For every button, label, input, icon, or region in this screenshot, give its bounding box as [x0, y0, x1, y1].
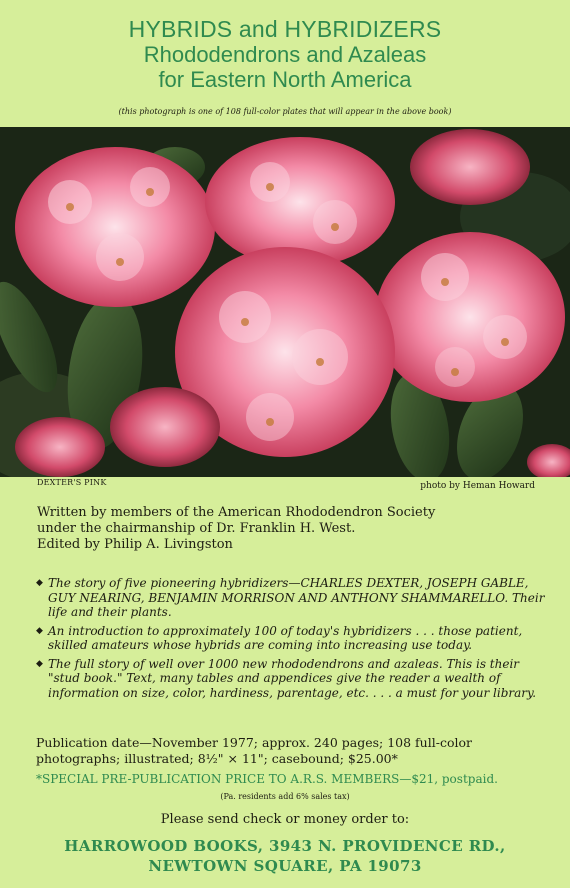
feature-list: [36, 576, 546, 704]
list-item-text: An introduction to approximately 100 of today's hybridizers . . . those patient, skilled amateurs whose hybrids are coming into increasing use today.: [48, 623, 523, 652]
intro-line: Written by members of the American Rhododendron Society: [37, 505, 436, 520]
photo-caption: DEXTER'S PINK: [37, 478, 107, 487]
list-item: [36, 657, 546, 701]
address-line: HARROWOOD BOOKS, 3943 N. PROVIDENCE RD.,: [64, 837, 506, 855]
book-subtitle-line2: for Eastern North America: [158, 67, 412, 92]
diamond-bullet-icon: ◆: [36, 625, 43, 636]
diamond-bullet-icon: ◆: [36, 578, 43, 588]
order-instruction: Please send check or money order to:: [160, 812, 410, 827]
rhododendron-photo: [0, 127, 570, 477]
list-item: [36, 624, 546, 653]
list-item-text: The story of five pioneering hybridizers—CHARLES DEXTER, JOSEPH GABLE, GUY NEARING, BENJAMIN MORRISON AND ANTHONY SHAMMARELLO. Their life and their plants.: [48, 576, 545, 619]
diamond-bullet-icon: ◆: [36, 658, 43, 669]
list-item-text: The full story of well over 1000 new rhododendrons and azaleas. This is their "stud book." Text, many tables and appendices give the reader a wealth of information on size, color, hardiness, parentage, etc. . . . a must for your library.: [48, 656, 537, 700]
book-title: HYBRIDS and HYBRIDIZERS: [128, 16, 442, 42]
publication-details: Publication date—November 1977; approx. 240 pages; 108 full-color photographs; illustrated; 8½" × 11"; casebound; $25.00*: [36, 735, 472, 766]
tax-note: (Pa. residents add 6% sales tax): [220, 792, 350, 801]
photo-credit: photo by Heman Howard: [420, 481, 535, 491]
title-block: [0, 0, 570, 116]
list-item: [36, 576, 546, 620]
intro-line: under the chairmanship of Dr. Franklin H. West.: [37, 521, 356, 536]
address-line: NEWTOWN SQUARE, PA 19073: [148, 857, 422, 875]
photo-note: (this photograph is one of 108 full-color plates that will appear in the above book): [118, 107, 452, 116]
intro-line: Edited by Philip A. Livingston: [37, 537, 233, 552]
special-price: *SPECIAL PRE-PUBLICATION PRICE TO A.R.S. MEMBERS—$21, postpaid.: [36, 772, 498, 786]
intro-text: [37, 505, 537, 553]
book-subtitle-line1: Rhododendrons and Azaleas: [143, 42, 427, 67]
publisher-address: [0, 836, 570, 876]
